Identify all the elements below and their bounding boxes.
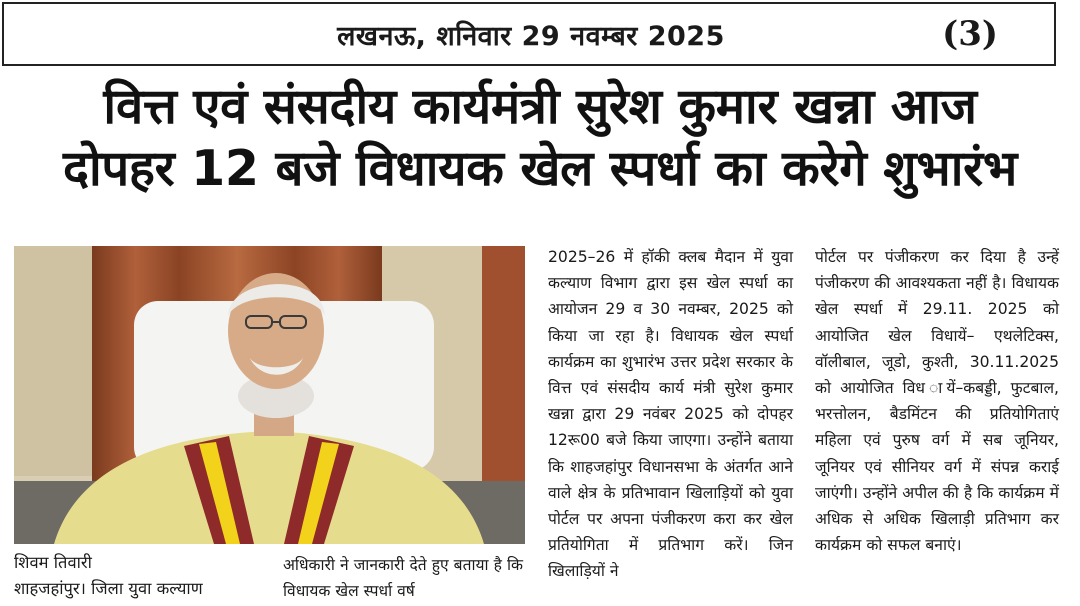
reporter-name: शिवम तिवारी	[14, 553, 92, 572]
photo-caption	[14, 550, 259, 602]
headline-line-1: वित्त एवं संसदीय कार्यमंत्री सुरेश कुमार खन्ना आज	[103, 78, 977, 135]
page-number: (3)	[942, 14, 998, 54]
headline	[0, 76, 1080, 199]
article-lead: शाहजहांपुर। जिला युवा कल्याण	[14, 579, 203, 598]
article-column-2: 2025–26 में हॉकी क्लब मैदान में युवा कल्याण विभाग द्वारा इस खेल स्पर्धा का आयोजन 29 व 30 नवम्बर, 2025 को किया जा रहा है। विधायक खेल स्पर्धा कार्यक्रम का शुभारंभ उत्तर प्रदेश सरकार के वित्त एवं संसदीय कार्य मंत्री सुरेश कुमार खन्ना द्वारा 29 नवंबर 2025 को दोपहर 12रू00 बजे किया जाएगा। उन्होंने बताया कि शाहजहांपुर विधानसभा के अंतर्गत आने वाले क्षेत्र के प्रतिभावान खिलाड़ियों को युवा पोर्टल पर अपना पंजीकरण करा कर खेल प्रतियोगिता में प्रतिभाग करें। जिन खिलाड़ियों ने	[548, 248, 793, 581]
news-photo	[14, 246, 525, 544]
article-column-1: अधिकारी ने जानकारी देते हुए बताया है कि विधायक खेल स्पर्धा वर्ष	[283, 556, 523, 601]
dateline: लखनऊ, शनिवार 29 नवम्बर 2025	[337, 21, 725, 52]
masthead	[2, 2, 1056, 66]
article-column-3: पोर्टल पर पंजीकरण कर दिया है उन्हें पंजीकरण की आवश्यकता नहीं है। विधायक खेल स्पर्धा में 29.11. 2025 को आयोजित खेल विधायें– एथलेटिक्स, वॉलीबाल, जूडो, कुश्ती, 30.11.2025 को आयोजित विध ायें–कबड्डी, फुटबाल, भरत्तोलन, बैडमिंटन की प्रतियोगिताएं महिला एवं पुरुष वर्ग में सब जूनियर, जूनियर एवं सीनियर वर्ग में संपन्न कराई जाएंगी। उन्होंने अपील की है कि कार्यक्रम में अधिक से अधिक खिलाड़ी प्रतिभाग कर कार्यक्रम को सफल बनाएं।	[815, 248, 1059, 555]
portrait-photo-icon	[14, 246, 525, 544]
headline-line-2: दोपहर 12 बजे विधायक खेल स्पर्धा का करेगे शुभारंभ	[62, 139, 1018, 197]
